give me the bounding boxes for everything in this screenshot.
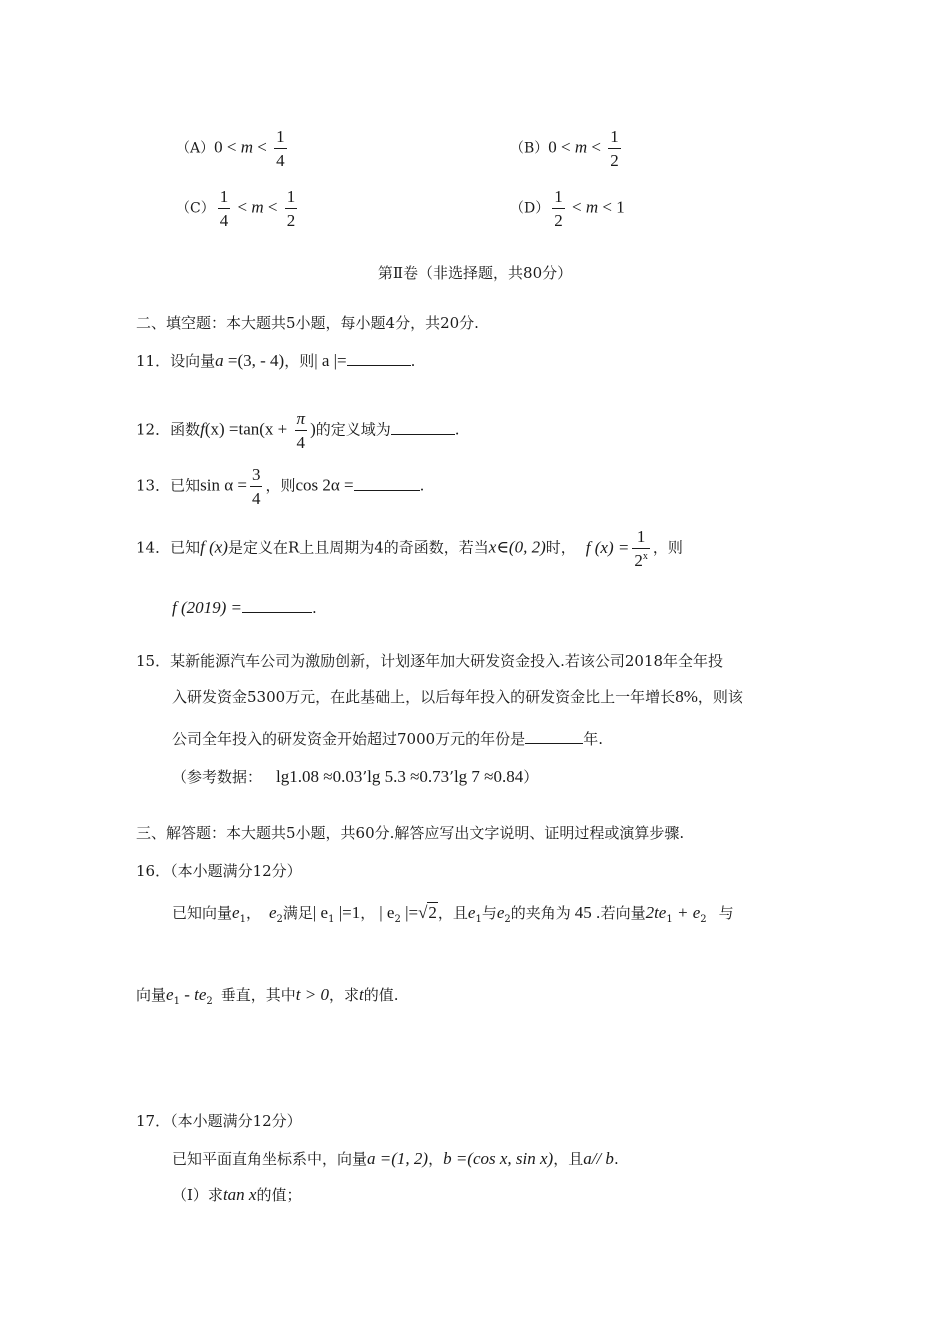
question-number: 15． — [136, 652, 171, 670]
question-number: 16． — [136, 862, 171, 880]
answer-blank — [391, 433, 455, 435]
question-16-line2: 向量$e_1 - te_2$ 垂直，其中t > 0，求t的值. — [136, 985, 399, 1007]
fraction: $\frac{1}{4}$ — [276, 127, 285, 170]
question-15-line3: 公司全年投入的研发资金开始超过7000万元的年份是 年. — [172, 730, 603, 748]
option-a-label: （A） — [176, 140, 215, 157]
question-17: 17．（本小题满分12分） — [136, 1112, 302, 1130]
option-d-label: （D） — [510, 200, 550, 217]
question-15-reference: （参考数据： lg1.08 ≈0.03’lg 5.3 ≈0.73’lg 7 ≈0.84） — [172, 767, 539, 786]
question-number: 13． — [136, 476, 171, 495]
answer-blank — [242, 611, 312, 613]
question-11: 11．设向量a =(3, - 4)，则| a |= . — [136, 351, 416, 370]
part-title: 第Ⅱ卷（非选择题，共80分） — [377, 264, 573, 282]
fraction: $\frac{1}{4}$ — [219, 187, 229, 230]
fraction: $\frac{1}{2^x}$ — [634, 527, 648, 570]
option-b: （B）0 < m < $\frac{1}{2}$ — [510, 127, 619, 170]
fraction: $\frac{3}{4}$ — [251, 465, 261, 508]
question-number: 17． — [136, 1112, 171, 1130]
question-number: 11． — [136, 352, 171, 370]
question-14: 14．已知f (x)是定义在R上且周期为4的奇函数，若当x∈(0, 2)时， f (x) = $\frac{1}{2^x}$ ，则 — [136, 527, 683, 570]
option-b-label: （B） — [510, 140, 549, 157]
question-12: 12．函数f(x) =tan(x + $\frac{\pi}{4}$ )的定义域为 . — [136, 409, 460, 452]
fraction: $\frac{\pi}{4}$ — [296, 409, 306, 452]
question-number: 14． — [136, 538, 171, 557]
question-16: 16．（本小题满分12分） — [136, 862, 302, 880]
section-header: 三、解答题：本大题共5小题，共60分.解答应写出文字说明、证明过程或演算步骤. — [136, 824, 685, 842]
answer-blank — [354, 489, 420, 491]
question-13: 13．已知sin α = $\frac{3}{4}$ ，则cos 2α = . — [136, 465, 425, 508]
question-17-part1: （Ⅰ）求tan x的值； — [172, 1185, 302, 1204]
question-15-line2: 入研发资金5300万元，在此基础上，以后每年投入的研发资金比上一年增长8%，则该 — [172, 687, 743, 706]
option-d: （D） $\frac{1}{2}$ < m < 1 — [510, 187, 625, 230]
fraction: $\frac{1}{2}$ — [554, 187, 563, 230]
question-17-line1: 已知平面直角坐标系中，向量a =(1, 2)，b =(cos x, sin x)，且a// b. — [172, 1149, 619, 1168]
option-c-label: （C） — [176, 200, 215, 217]
answer-blank — [525, 742, 583, 744]
section-header: 二、填空题：本大题共5小题，每小题4分，共20分. — [136, 314, 479, 332]
question-15: 15．某新能源汽车公司为激励创新，计划逐年加大研发资金投入.若该公司2018年全年投 — [136, 652, 724, 670]
question-14-line2: f (2019) = . — [172, 598, 317, 617]
fraction: $\frac{1}{2}$ — [610, 127, 619, 170]
fraction: $\frac{1}{2}$ — [286, 187, 296, 230]
question-16-line1: 已知向量$e_1$， $e_2$满足| $e_1$ |=1， | $e_2$ |=√2，且$e_1$与$e_2$的夹角为 45 .若向量$2te_1 + e_2$ 与 — [172, 903, 734, 925]
question-number: 12． — [136, 420, 171, 439]
option-a: （A）0 < m < $\frac{1}{4}$ — [176, 127, 285, 170]
answer-blank — [347, 364, 411, 366]
option-c: （C） $\frac{1}{4}$ < m < $\frac{1}{2}$ — [176, 187, 296, 230]
